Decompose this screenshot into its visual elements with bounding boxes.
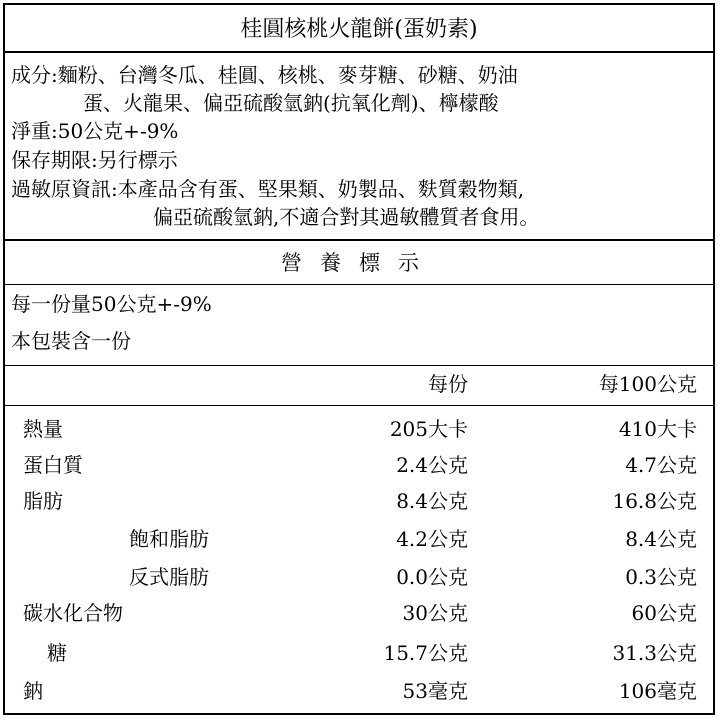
nutrition-heading-divider — [5, 284, 713, 285]
nutrient-name: 碳水化合物 — [23, 601, 123, 625]
nutrient-per-100g: 8.4公克 — [625, 527, 697, 551]
allergen-line-1: 過敏原資訊:本產品含有蛋、堅果類、奶製品、麩質穀物類, — [11, 177, 525, 201]
nutrient-per-serving: 0.0公克 — [396, 565, 468, 589]
nutrient-per-serving: 15.7公克 — [383, 641, 468, 665]
nutrient-name: 反式脂肪 — [129, 565, 209, 589]
nutrient-per-100g: 16.8公克 — [612, 489, 697, 513]
header-divider — [5, 405, 713, 406]
nutrient-per-serving: 30公克 — [402, 601, 468, 625]
serving-size: 每一份量50公克+-9% — [11, 292, 212, 316]
product-title: 桂圓核桃火龍餅(蛋奶素) — [240, 17, 478, 42]
nutrient-per-serving: 4.2公克 — [396, 527, 468, 551]
shelf-life: 保存期限:另行標示 — [11, 148, 178, 172]
ingredients-line-2: 蛋、火龍果、偏亞硫酸氫鈉(抗氧化劑)、檸檬酸 — [83, 91, 499, 115]
nutrient-name: 糖 — [47, 641, 67, 665]
nutrient-per-100g: 60公克 — [631, 601, 697, 625]
nutrient-per-100g: 106毫克 — [618, 679, 697, 703]
nutrition-top-divider — [5, 239, 713, 241]
ingredients-line-1: 成分:麵粉、台灣冬瓜、桂圓、核桃、麥芽糖、砂糖、奶油 — [11, 63, 518, 87]
nutrient-name: 熱量 — [23, 417, 63, 441]
nutrient-per-serving: 53毫克 — [402, 679, 468, 703]
allergen-line-2: 偏亞硫酸氫鈉,不適合對其過敏體質者食用。 — [153, 205, 540, 229]
nutrient-per-100g: 410大卡 — [618, 417, 697, 441]
nutrient-per-100g: 4.7公克 — [625, 453, 697, 477]
net-weight: 淨重:50公克+-9% — [11, 119, 179, 143]
nutrient-name: 蛋白質 — [23, 453, 83, 477]
nutrient-per-serving: 205大卡 — [389, 417, 468, 441]
nutrition-heading: 營養標示 — [281, 251, 437, 275]
nutrient-per-100g: 0.3公克 — [625, 565, 697, 589]
nutrient-per-serving: 2.4公克 — [396, 453, 468, 477]
nutrient-name: 鈉 — [23, 679, 43, 703]
nutrient-per-100g: 31.3公克 — [612, 641, 697, 665]
nutrition-label — [3, 3, 715, 715]
servings-per-package: 本包裝含一份 — [11, 329, 131, 353]
header-per-100g: 每100公克 — [598, 372, 697, 396]
nutrient-per-serving: 8.4公克 — [396, 489, 468, 513]
nutrient-name: 飽和脂肪 — [129, 527, 209, 551]
title-divider — [5, 51, 713, 53]
header-per-serving: 每份 — [428, 372, 468, 396]
servings-divider — [5, 365, 713, 366]
nutrient-name: 脂肪 — [23, 489, 63, 513]
